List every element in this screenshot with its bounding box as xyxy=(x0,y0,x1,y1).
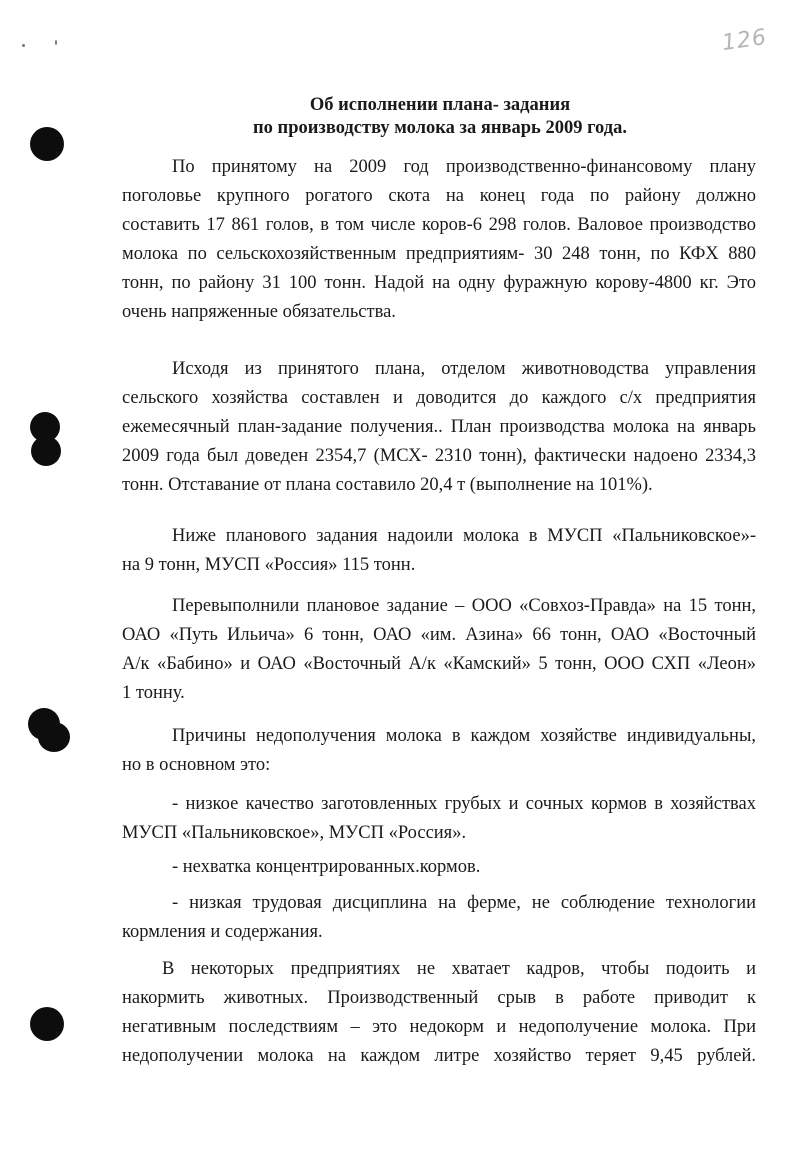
paragraph-line: Причины недополучения молока в каждом хозяйстве индивидуальны, xyxy=(172,726,756,746)
list-item xyxy=(122,790,756,848)
paragraph-line: - низкая трудовая дисциплина на ферме, не соблюдение технологии xyxy=(172,893,756,913)
paragraph-line: 2009 года был доведен 2354,7 (МСХ- 2310 тонн), фактически надоено 2334,3 xyxy=(122,446,756,466)
paragraph-line: недополучении молока на каждом литре хозяйство теряет 9,45 рублей. xyxy=(122,1046,756,1066)
punch-hole xyxy=(31,436,61,466)
paragraph-line: молока по сельскохозяйственным предприятиям- 30 248 тонн, по КФХ 880 xyxy=(122,244,756,264)
paragraph-line: тонн. Отставание от плана составило 20,4 т (выполнение на 101%). xyxy=(122,475,653,495)
paragraph-line: В некоторых предприятиях не хватает кадров, чтобы подоить и xyxy=(162,959,756,979)
paragraph-line: ОАО «Путь Ильича» 6 тонн, ОАО «им. Азина» 66 тонн, ОАО «Восточный xyxy=(122,625,756,645)
paragraph-line: Исходя из принятого плана, отделом животноводства управления xyxy=(172,359,756,379)
paragraph-line: накормить животных. Производственный срыв в работе приводит к xyxy=(122,988,756,1008)
title-line: по производству молока за январь 2009 года. xyxy=(253,118,627,138)
punch-hole xyxy=(38,722,70,752)
paragraph-line: Ниже планового задания надоили молока в МУСП «Пальниковское»- xyxy=(172,526,756,546)
paragraph xyxy=(122,955,756,1071)
scan-speck xyxy=(55,40,57,45)
paragraph-line: на 9 тонн, МУСП «Россия» 115 тонн. xyxy=(122,555,416,575)
paragraph-line: А/к «Бабино» и ОАО «Восточный А/к «Камский» 5 тонн, ООО СХП «Леон» xyxy=(122,654,756,674)
paragraph-line: сельского хозяйства составлен и доводится до каждого с/х предприятия xyxy=(122,388,756,408)
scan-speck xyxy=(22,44,25,47)
paragraph xyxy=(122,153,756,327)
paragraph-line: поголовье крупного рогатого скота на конец года по району должно xyxy=(122,186,756,206)
paragraph xyxy=(122,592,756,708)
paragraph xyxy=(122,722,756,780)
paragraph-line: тонн, по району 31 100 тонн. Надой на одну фуражную корову-4800 кг. Это xyxy=(122,273,756,293)
paragraph-line: - низкое качество заготовленных грубых и сочных кормов в хозяйствах xyxy=(172,794,756,814)
punch-hole xyxy=(30,127,64,161)
paragraph-line: очень напряженные обязательства. xyxy=(122,302,396,322)
document-title xyxy=(200,94,680,140)
paragraph-line: кормления и содержания. xyxy=(122,922,323,942)
paragraph-line: - нехватка концентрированных.кормов. xyxy=(172,857,481,877)
list-item xyxy=(122,889,756,947)
paragraph xyxy=(122,522,756,580)
paragraph-line: МУСП «Пальниковское», МУСП «Россия». xyxy=(122,823,467,843)
punch-hole xyxy=(30,1007,64,1041)
paragraph-line: По принятому на 2009 год производственно-финансовому плану xyxy=(172,157,756,177)
handwritten-page-number: 126 xyxy=(720,24,769,57)
paragraph-line: составить 17 861 голов, в том числе коров-6 298 голов. Валовое производство xyxy=(122,215,756,235)
paragraph-line: Перевыполнили плановое задание – ООО «Совхоз-Правда» на 15 тонн, xyxy=(172,596,756,616)
paragraph-line: 1 тонну. xyxy=(122,683,185,703)
paragraph-line: но в основном это: xyxy=(122,755,271,775)
paragraph-line: ежемесячный план-задание получения.. План производства молока на январь xyxy=(122,417,756,437)
paragraph xyxy=(122,355,756,500)
list-item xyxy=(122,853,756,882)
title-line: Об исполнении плана- задания xyxy=(309,95,571,115)
paragraph-line: негативным последствиям – это недокорм и недополучение молока. При xyxy=(122,1017,756,1037)
